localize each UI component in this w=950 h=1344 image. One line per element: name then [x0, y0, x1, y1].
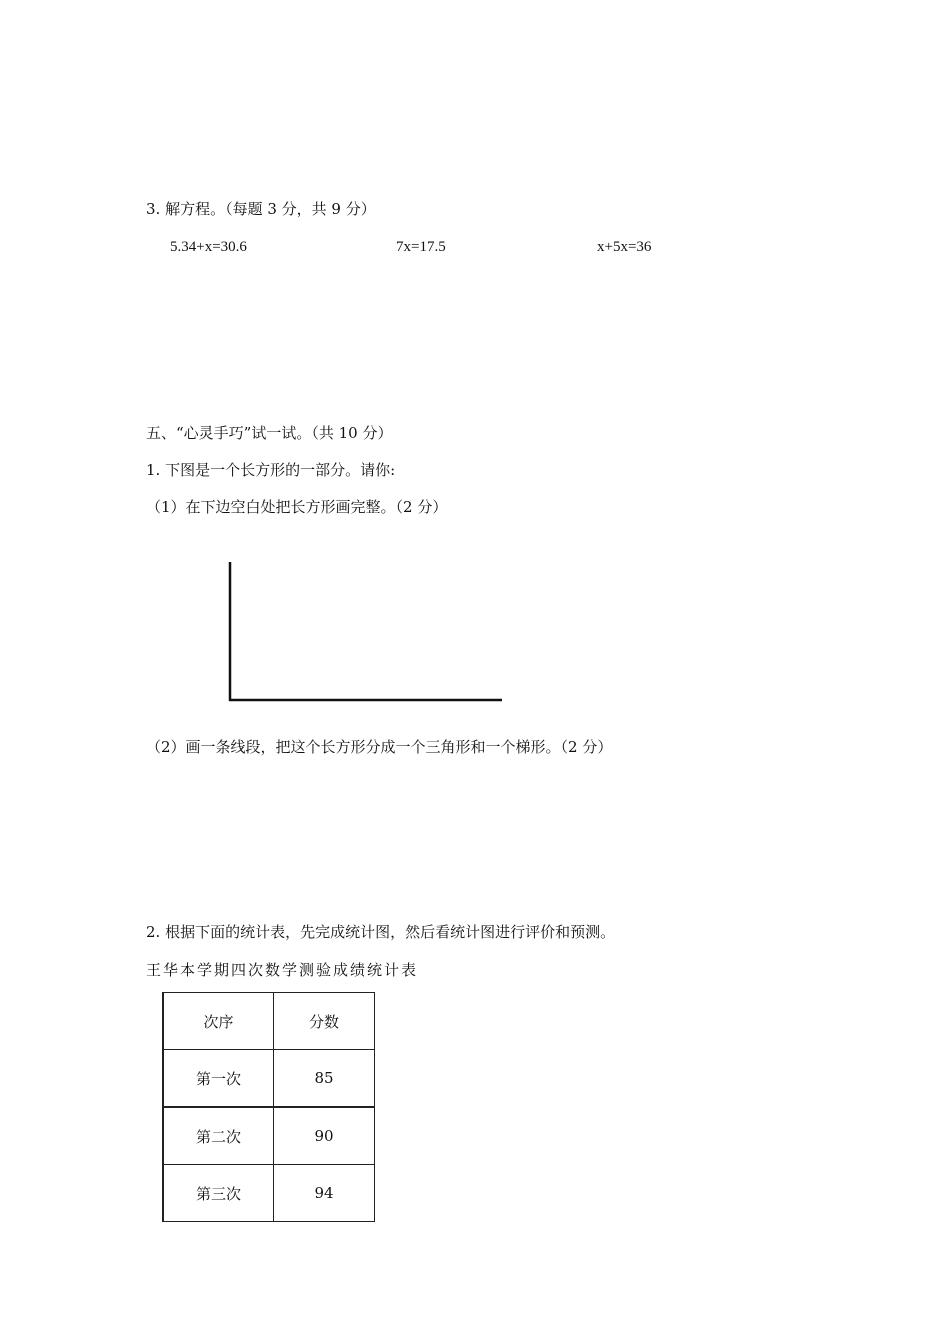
row-score: 94: [274, 1165, 375, 1222]
row-score: 85: [274, 1050, 375, 1108]
row-label: 第一次: [163, 1050, 274, 1108]
q1-part2: （2）画一条线段，把这个长方形分成一个三角形和一个梯形。（2 分）: [146, 738, 613, 756]
q2-stem: 2. 根据下面的统计表，先完成统计图，然后看统计图进行评价和预测。: [146, 923, 616, 941]
row-label: 第三次: [163, 1165, 274, 1222]
q1-stem: 1. 下图是一个长方形的一部分。请你:: [146, 461, 396, 479]
score-table: [162, 992, 375, 1222]
table-header-row: [163, 993, 375, 1050]
section5-heading: 五、“心灵手巧”试一试。（共 10 分）: [146, 424, 393, 442]
table-row: [163, 1165, 375, 1222]
equation-3: x+5x=36: [597, 239, 652, 255]
q3-heading: 3. 解方程。（每题 3 分，共 9 分）: [146, 200, 376, 218]
q1-part1: （1）在下边空白处把长方形画完整。（2 分）: [146, 498, 448, 516]
equation-1: 5.34+x=30.6: [170, 239, 247, 255]
row-score: 90: [274, 1107, 375, 1165]
header-order: 次序: [163, 993, 274, 1050]
table-row: [163, 1050, 375, 1108]
header-score: 分数: [274, 993, 375, 1050]
table-row: [163, 1107, 375, 1165]
table-title: 王华本学期四次数学测验成绩统计表: [146, 961, 419, 979]
row-label: 第二次: [163, 1107, 274, 1165]
equation-2: 7x=17.5: [396, 239, 446, 255]
